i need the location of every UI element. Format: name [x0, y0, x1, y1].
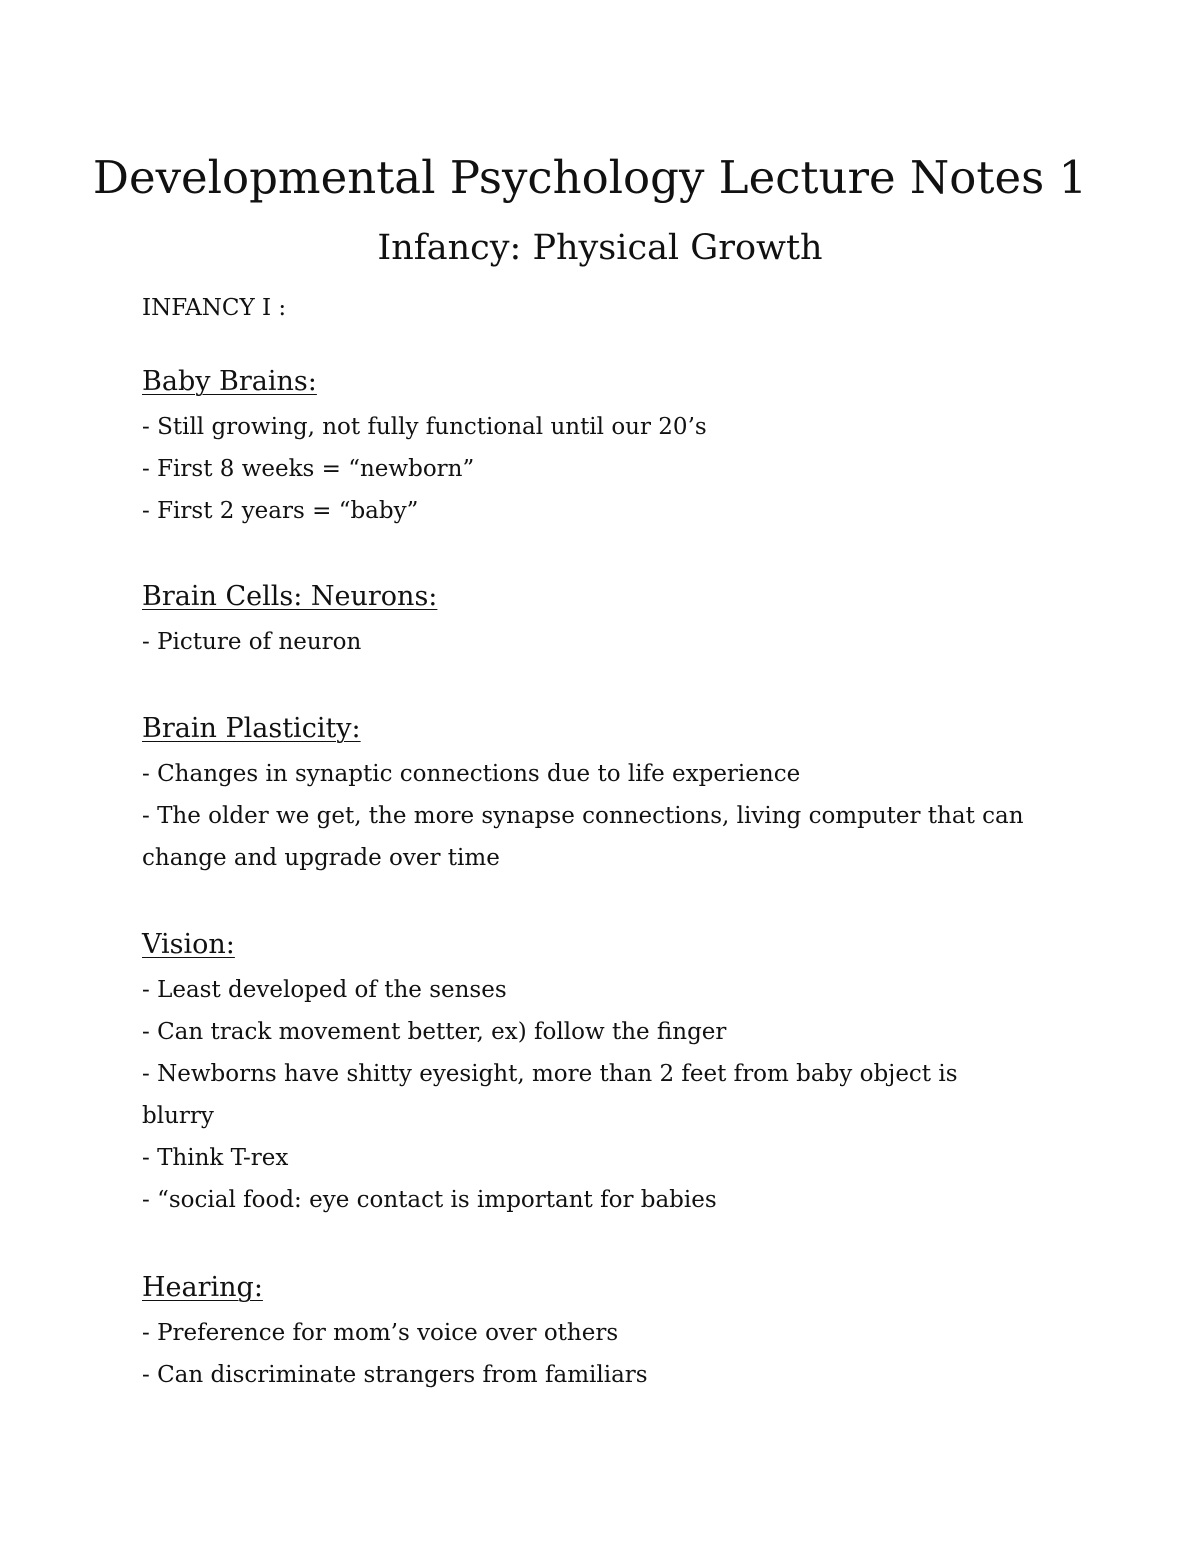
section-vision	[142, 925, 1042, 1221]
bullet-item: - Can track movement better, ex) follow the finger	[142, 1019, 727, 1045]
bullet-item: - First 2 years = “baby”	[142, 498, 419, 524]
section-heading: Brain Plasticity:	[142, 713, 361, 744]
section-heading: Brain Cells: Neurons:	[142, 581, 438, 612]
document-subtitle: Infancy: Physical Growth	[377, 228, 823, 268]
bullet-item: - Least developed of the senses	[142, 977, 507, 1003]
bullet-item: - Picture of neuron	[142, 629, 362, 655]
section-heading: Baby Brains:	[142, 366, 317, 397]
bullet-item: - The older we get, the more synapse connections, living computer that can change and upgrade over time	[142, 803, 1024, 871]
bullet-item: - Preference for mom’s voice over others	[142, 1320, 619, 1346]
bullet-item: - Still growing, not fully functional until our 20’s	[142, 414, 707, 440]
section-heading: Hearing:	[142, 1272, 263, 1303]
intro-label: INFANCY I :	[142, 295, 287, 321]
section-heading: Vision:	[142, 929, 235, 960]
document-title: Developmental Psychology Lecture Notes 1	[92, 151, 1088, 204]
section-brain-cells	[142, 577, 1042, 663]
section-hearing	[142, 1268, 1042, 1396]
section-brain-plasticity	[142, 709, 1042, 879]
bullet-item: - “social food: eye contact is important for babies	[142, 1187, 717, 1213]
bullet-item: - First 8 weeks = “newborn”	[142, 456, 475, 482]
bullet-item: - Newborns have shitty eyesight, more than 2 feet from baby object is blurry	[142, 1061, 958, 1129]
bullet-item: - Changes in synaptic connections due to life experience	[142, 761, 801, 787]
bullet-item: - Can discriminate strangers from familiars	[142, 1362, 648, 1388]
section-baby-brains	[142, 362, 1042, 532]
bullet-item: - Think T-rex	[142, 1145, 289, 1171]
